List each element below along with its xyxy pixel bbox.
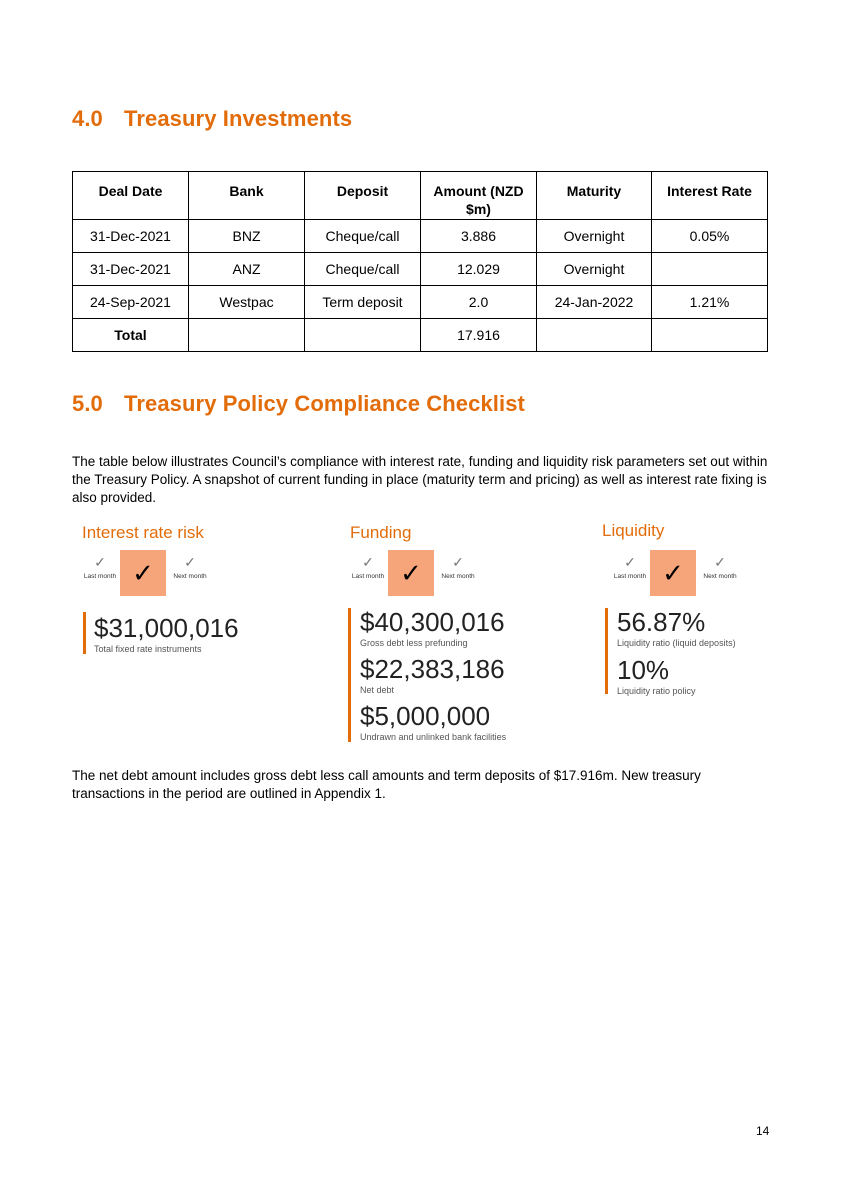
check-icon: ✓ (662, 558, 684, 588)
check-icon: ✓ (714, 554, 726, 570)
cell: 1.21% (652, 286, 768, 319)
header-deposit: Deposit (305, 172, 421, 220)
panel-title-liquidity: Liquidity (602, 521, 665, 540)
metric-liquidity-ratio (617, 608, 736, 648)
table-row (73, 286, 768, 319)
cell: 24-Sep-2021 (73, 286, 189, 319)
cell (652, 319, 768, 352)
compliance-ticks (80, 550, 210, 604)
metric-label: Gross debt less prefunding (360, 638, 468, 648)
metric-value: $5,000,000 (360, 701, 491, 731)
last-month-tick (348, 554, 388, 580)
section-5-number: 5.0 (72, 391, 103, 416)
metric-label: Liquidity ratio policy (617, 686, 696, 696)
total-label: Total (73, 319, 189, 352)
section-5-heading (72, 391, 525, 417)
cell: Overnight (537, 253, 652, 286)
intro-paragraph: The table below illustrates Council’s compliance with interest rate, funding and liquidity risk parameters set out within the Treasury Policy. A snapshot of current funding in place (maturity term and pricing) as well as interest rate fixing is also provided. (72, 454, 768, 505)
cell: 0.05% (652, 220, 768, 253)
header-bank: Bank (189, 172, 305, 220)
cell: Overnight (537, 220, 652, 253)
cell: Westpac (189, 286, 305, 319)
page-number: 14 (756, 1124, 770, 1138)
next-month-tick (438, 554, 478, 580)
cell (189, 319, 305, 352)
metric-accent-bar (348, 608, 351, 742)
check-icon: ✓ (400, 558, 422, 588)
metric-liquidity-policy (617, 656, 696, 696)
last-month-label: Last month (83, 573, 117, 580)
total-amount: 17.916 (421, 319, 537, 352)
next-month-label: Next month (703, 573, 737, 580)
last-month-label: Last month (351, 573, 385, 580)
treasury-investments-table (72, 171, 768, 352)
section-5-title: Treasury Policy Compliance Checklist (124, 391, 525, 416)
section-4-number: 4.0 (72, 106, 103, 131)
cell: BNZ (189, 220, 305, 253)
metric-label: Undrawn and unlinked bank facilities (360, 732, 507, 742)
current-tick-box (388, 550, 434, 596)
metric-gross-debt (360, 608, 505, 648)
check-icon: ✓ (624, 554, 636, 570)
metric-accent-bar (83, 612, 86, 654)
cell (652, 253, 768, 286)
metric-value: 10% (617, 655, 670, 685)
header-deal-date: Deal Date (73, 172, 189, 220)
metric-undrawn-facilities (360, 702, 506, 742)
cell: 31-Dec-2021 (73, 220, 189, 253)
last-month-tick (610, 554, 650, 580)
cell: 12.029 (421, 253, 537, 286)
cell: 24-Jan-2022 (537, 286, 652, 319)
next-month-tick (170, 554, 210, 580)
check-icon: ✓ (362, 554, 374, 570)
metric-label: Liquidity ratio (liquid deposits) (617, 638, 736, 648)
table-total-row (73, 319, 768, 352)
cell: 2.0 (421, 286, 537, 319)
metric-total-fixed-rate (94, 614, 239, 654)
metric-value: $31,000,016 (94, 613, 239, 643)
metric-label: Net debt (360, 685, 395, 695)
next-month-tick (700, 554, 740, 580)
metric-net-debt (360, 655, 505, 695)
cell: 31-Dec-2021 (73, 253, 189, 286)
metric-value: 56.87% (617, 607, 706, 637)
panel-title-interest-rate-risk: Interest rate risk (82, 523, 204, 542)
compliance-ticks (348, 550, 478, 604)
last-month-label: Last month (613, 573, 647, 580)
current-tick-box (650, 550, 696, 596)
header-interest-rate: Interest Rate (652, 172, 768, 220)
check-icon: ✓ (452, 554, 464, 570)
cell: Cheque/call (305, 220, 421, 253)
outro-paragraph: The net debt amount includes gross debt less call amounts and term deposits of $17.916m. New treasury transactions in the period are outlined in Appendix 1. (72, 768, 701, 801)
next-month-label: Next month (441, 573, 475, 580)
check-icon: ✓ (132, 558, 154, 588)
check-icon: ✓ (184, 554, 196, 570)
cell: Cheque/call (305, 253, 421, 286)
table-row (73, 253, 768, 286)
section-4-title: Treasury Investments (124, 106, 353, 131)
panel-title-funding: Funding (350, 523, 412, 542)
compliance-ticks (610, 550, 740, 604)
section-4-heading (72, 106, 352, 132)
metric-accent-bar (605, 608, 608, 694)
next-month-label: Next month (173, 573, 207, 580)
table-row (73, 220, 768, 253)
cell: ANZ (189, 253, 305, 286)
table-header-row (73, 172, 768, 220)
cell (537, 319, 652, 352)
cell: Term deposit (305, 286, 421, 319)
current-tick-box (120, 550, 166, 596)
cell (305, 319, 421, 352)
check-icon: ✓ (94, 554, 106, 570)
metric-value: $22,383,186 (360, 654, 505, 684)
last-month-tick (80, 554, 120, 580)
metric-label: Total fixed rate instruments (94, 644, 202, 654)
header-maturity: Maturity (537, 172, 652, 220)
metric-value: $40,300,016 (360, 607, 505, 637)
cell: 3.886 (421, 220, 537, 253)
header-amount: Amount (NZD $m) (421, 172, 537, 220)
